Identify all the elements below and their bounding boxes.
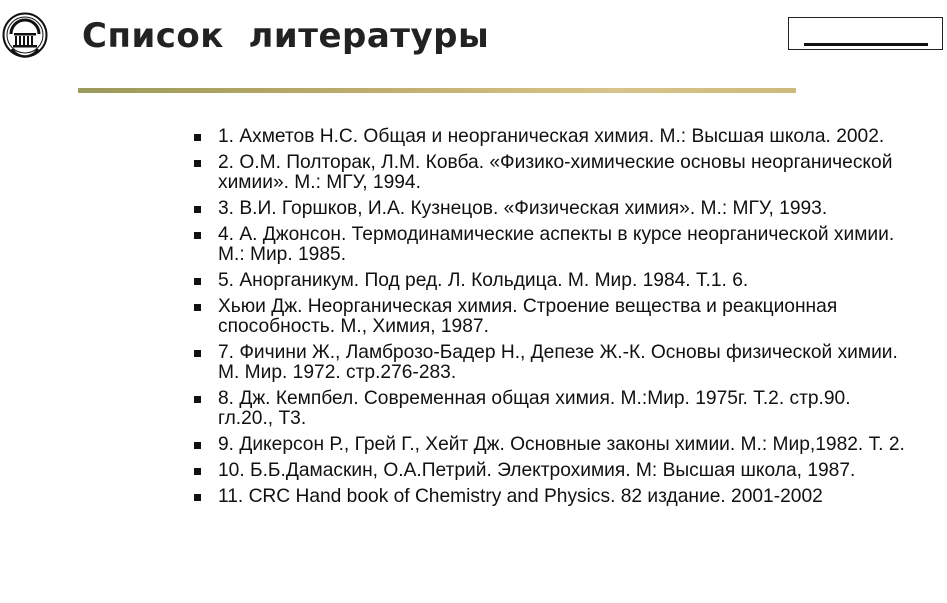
reference-text: 11. CRC Hand book of Chemistry and Physics. 82 издание. 2001-2002	[218, 486, 823, 507]
bullet-icon	[194, 396, 201, 403]
reference-text: 5. Анорганикум. Под ред. Л. Кольдица. М. Мир. 1984. Т.1. 6.	[218, 270, 749, 291]
list-item	[190, 153, 910, 193]
list-item	[190, 271, 910, 291]
bullet-icon	[194, 134, 201, 141]
reference-text: 1. Ахметов Н.С. Общая и неорганическая химия. М.: Высшая школа. 2002.	[218, 126, 885, 147]
university-logo-icon	[2, 12, 48, 58]
reference-text: 7. Фичини Ж., Ламброзо-Бадер Н., Депезе Ж.-К. Основы физической химии. М. Мир. 1972. стр.276-283.	[218, 342, 898, 383]
list-item	[190, 435, 910, 455]
list-item	[190, 225, 910, 265]
bullet-icon	[194, 350, 201, 357]
slide-number-box	[788, 17, 943, 50]
reference-text: 8. Дж. Кемпбел. Современная общая химия. М.:Мир. 1975г. Т.2. стр.90. гл.20., Т3.	[218, 388, 851, 429]
list-item	[190, 297, 910, 337]
reference-text: 9. Дикерсон Р., Грей Г., Хейт Дж. Основные законы химии. М.: Мир,1982. Т. 2.	[218, 434, 905, 455]
list-item	[190, 487, 910, 507]
list-item	[190, 199, 910, 219]
bullet-icon	[194, 160, 201, 167]
bullet-icon	[194, 494, 201, 501]
bullet-icon	[194, 278, 201, 285]
reference-text: Хьюи Дж. Неорганическая химия. Строение вещества и реакционная способность. М., Химия, 1987.	[218, 296, 838, 337]
page-title: Список литературы	[82, 16, 490, 56]
reference-text: 10. Б.Б.Дамаскин, О.А.Петрий. Электрохимия. М: Высшая школа, 1987.	[218, 460, 856, 481]
bullet-icon	[194, 442, 201, 449]
list-item	[190, 389, 910, 429]
list-item	[190, 127, 910, 147]
reference-text: 4. А. Джонсон. Термодинамические аспекты в курсе неорганической химии. М.: Мир. 1985.	[218, 224, 895, 265]
slide-number-underline	[804, 43, 928, 46]
bullet-icon	[194, 232, 201, 239]
title-divider	[78, 88, 796, 93]
reference-list	[190, 127, 910, 513]
list-item	[190, 461, 910, 481]
bullet-icon	[194, 206, 201, 213]
reference-text: 3. В.И. Горшков, И.А. Кузнецов. «Физическая химия». М.: МГУ, 1993.	[218, 198, 828, 219]
list-item	[190, 343, 910, 383]
reference-text: 2. О.М. Полторак, Л.М. Ковба. «Физико-химические основы неорганической химии». М.: МГУ, 1994.	[218, 152, 893, 193]
bullet-icon	[194, 468, 201, 475]
bullet-icon	[194, 304, 201, 311]
